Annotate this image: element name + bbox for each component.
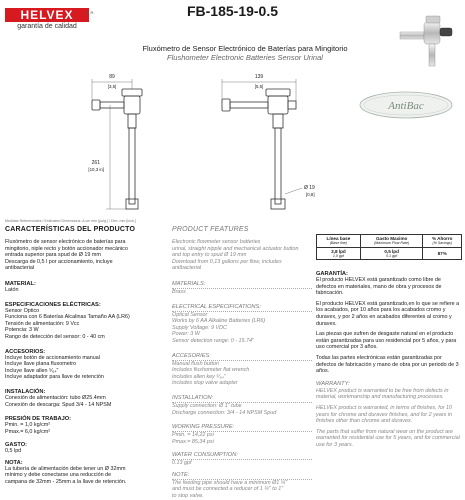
product-title-es: Fluxómetro de Sensor Electrónico de Baterías para Mingitorio: [142, 44, 348, 53]
left-valve-body: [124, 96, 140, 114]
pressure-heading-en: WORKING PRESSURE:: [172, 424, 312, 432]
table-cell-maxflow: 0,5 lpd 0,1 gpf: [360, 248, 423, 260]
left-stop-cap: [92, 100, 100, 110]
warranty-es-4: Todas las partes electrónicas están garantizadas por defectos de fabricación y mano de obra por un periodo de 3 años.: [316, 354, 459, 375]
warranty-en-3: The parts that suffer from natural wear on the product are warranted for residential use for 5 years, and for commercial use for 3 years.: [316, 428, 460, 448]
installation-heading-en: INSTALLATION:: [172, 395, 312, 403]
technical-drawing: [70, 68, 400, 216]
table-cell-baseline: 3,8 lpd 1,0 gpf: [317, 248, 361, 260]
flow-heading-en: WATER CONSUMPTION:: [172, 452, 312, 460]
spanish-features-column: CARACTERÍSTICAS DEL PRODUCTO Fluxómetro de sensor electrónico de baterías para mingitorio, niple recto y botón accionador mecánico entrada superior para spud de Ø 19 mm Descarga de 0,5 l por accionamiento, incluye antibacterial MATERIAL: Latón ESPECIFICACIONES ELÉCTRICAS: Sensor Optico Funciona con 6 Baterías Alcalinas Tamaño AA (LR6) Tensión de alimentación: 9 Vcc Potencia: 3 W Rango de detección del sensor: 0 - 40 cm ACCESORIOS: Incluye botón de accionamiento manual Incluye llave plana fluxometro Incluye llave allen ⁵⁄₆₄" Incluye adaptador para llave de retención INSTALACIÓN: Conexión de alimentación: tubo Ø25.4mm Conexión de descarga: Spud 3/4 - 14 NPSM PRESIÓN DE TRABAJO: Pmin. = 1,0 kg/cm² Pmax.= 6,0 kg/cm² GASTO: 0,5 lpd NOTA: La tubería de alimentación debe tener un Ø 32mm mínimo y debe conectarse una reducción de campana de 32mm - 25mm a la llave de retención.: [5, 226, 165, 486]
warranty-heading-en: WARRANTY:: [316, 380, 350, 387]
dim-height: 261: [91, 160, 100, 166]
dim-top-left-in: [3,5]: [107, 84, 117, 89]
pressure-heading-es: PRESIÓN DE TRABAJO:: [5, 416, 72, 423]
note-heading-en: NOTE:: [172, 472, 312, 480]
right-stop-cap: [222, 99, 230, 111]
features-heading-es: CARACTERÍSTICAS DEL PRODUCTO: [5, 226, 136, 233]
dim-diameter-in: [0,8]: [306, 192, 315, 197]
electrical-heading-en: ELECTRICAL ESPECIFICATIONS:: [172, 304, 312, 312]
brand-name: HELVEX: [5, 8, 89, 22]
dim-diameter: Ø 19: [304, 185, 315, 191]
left-supply-stop: [100, 102, 124, 108]
dim-leader-diameter: [285, 188, 302, 194]
material-es: Latón: [5, 286, 19, 293]
table-header-maxflow: Gasto Maximo (Maximum Flow Rate): [360, 235, 423, 248]
features-heading-en: PRODUCT FEATURES: [172, 226, 249, 233]
flow-heading-es: GASTO:: [5, 442, 28, 449]
brand-tagline: garantía de calidad: [17, 23, 77, 30]
left-sensor-head: [122, 89, 142, 96]
product-photo: [398, 12, 460, 68]
electrical-heading-es: ESPECIFICACIONES ELÉCTRICAS:: [5, 301, 101, 308]
table-header-baseline: Línea base (Base line): [317, 235, 361, 248]
warranty-es-1: El producto HELVEX está garantizado como libre de defectos en materiales, mano de obra y procesos de fabricación.: [316, 277, 442, 297]
brand-registered-mark: M.R.: [86, 10, 95, 15]
right-valve-body: [268, 96, 288, 114]
warranty-es-2: El producto HELVEX está garantizado,en lo que se refiere a los acabados, por 10 años para los acabados cromo y duravex, y por 2 años en acabados diferentes al cromo y duravex.: [316, 300, 460, 327]
antibac-badge: [358, 90, 454, 120]
table-cell-savings: 87%: [423, 248, 462, 260]
note-heading-es: NOTA:: [5, 459, 23, 466]
dim-top-right-in: [5,5]: [254, 84, 264, 89]
antibac-label: AntiBac: [388, 100, 424, 112]
consumption-table: [316, 234, 462, 260]
intro-es: Fluxómetro de sensor electrónico de baterías para mingitorio, niple recto y botón accionador mecánico entrada superior para spud de Ø 19 mm Descarga de 0,5 l por accionamiento, incluye antibacterial: [5, 239, 128, 272]
product-title-en: Flushometer Electronic Batteries Sensor Urinal: [167, 53, 323, 62]
warranty-en-1: HELVEX product is warranted to be free from defects in material, workmanship and manufacturing processes.: [316, 387, 449, 401]
warranty-heading-es: GARANTÍA:: [316, 271, 348, 277]
warranty-column: [316, 226, 462, 452]
english-features-column: PRODUCT FEATURES Electronic flowmeter sensor batteries urinal, straight nipple and mechanical actuator button and top entry to spud Ø 19 mm Download from 0,13 gallons per flow, includes antibacterial MATERIALS: Brass ELECTRICAL ESPECIFICATIONS: Optical Sensor Works by 6 AA Alkaline Batteries (LR6) Supply Voltage: 9 VDC Power: 3 W Sensor detection range: 0 - 15.74" ACCESORIES: Manual flush button Includes flushometer flat wrench Includes allen key ⁵⁄₆₄" Includes stop valve adapter INSTALLATION: Supply connection: Ø 1" tube Discharge connection: 3/4 - 14 NPSM Spud WORKING PRESSURE: Pmin. = 14,22 psi Pmax.= 85,34 psi WATER CONSUMPTION: 0.13 gpf NOTE: The feeding pipe should have a minimum Ø1 ¼" and must be connected a reducer of 1 ¼" to 1" to stop valve.: [172, 226, 312, 500]
accessories-heading-en: ACCESORIES:: [172, 353, 312, 361]
right-supply-stop: [230, 102, 268, 108]
dim-height-in: [10,3 in]: [88, 167, 104, 172]
left-tailpiece: [128, 114, 136, 128]
material-heading-es: MATERIAL:: [5, 280, 36, 287]
right-tailpiece: [273, 114, 283, 128]
table-row: [317, 248, 462, 260]
material-heading-en: MATERIALS:: [172, 281, 312, 289]
accessories-heading-es: ACCESORIOS:: [5, 348, 46, 355]
installation-heading-es: INSTALACIÓN:: [5, 388, 46, 395]
dim-top-right: 139: [254, 74, 264, 80]
table-header-savings: % Ahorro (% Savings): [423, 235, 462, 248]
left-flush-tube: [129, 128, 135, 204]
warranty-en-2: HELVEX product is warranted, in terms of finishes, for 10 years for chrome and duravex finishes, and for 2 years in finishes other than chrome and duravex.: [316, 404, 453, 425]
model-number: FB-185-19-0.5: [186, 3, 279, 19]
right-sensor-window: [288, 101, 296, 109]
intro-en: Electronic flowmeter sensor batteries urinal, straight nipple and mechanical actuator button and top entry to spud Ø 19 mm Download from 0,13 gallons per flow, includes antibacterial: [172, 239, 299, 272]
dim-top-left: 89: [109, 74, 115, 80]
right-flush-tube: [275, 128, 281, 204]
warranty-es-3: Las piezas que sufren de desgaste natural en el producto están garantizadas para uso residencial por 5 años, y para uso comercial por 3 años.: [316, 331, 457, 351]
dimensions-note: Medidas Referenciales / Estimated Dimensions: A.cm mm [pulg.] / Dim. mm [inch.]: [5, 219, 137, 223]
right-sensor-head: [266, 89, 290, 96]
